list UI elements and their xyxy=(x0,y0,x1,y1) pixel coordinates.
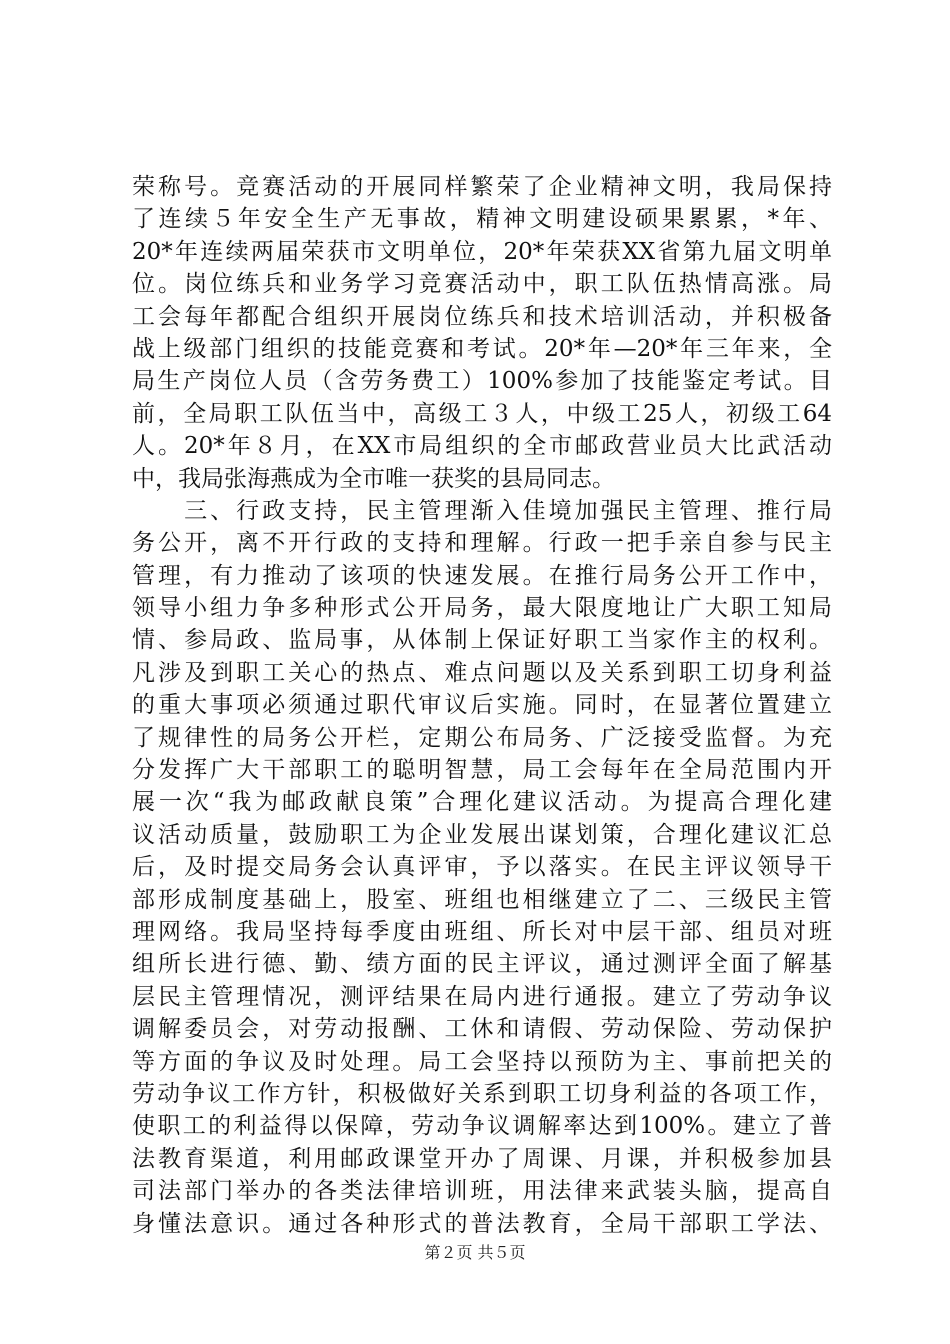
text-line: 劳动争议工作方针，积极做好关系到职工切身利益的各项工作， xyxy=(132,1080,832,1107)
text-line: 的重大事项必须通过职代审议后实施。同时，在显著位置建立 xyxy=(132,692,832,719)
text-line: 工会每年都配合组织开展岗位练兵和技术培训活动，并积极备 xyxy=(132,303,832,330)
text-line: 展一次“我为邮政献良策”合理化建议活动。为提高合理化建 xyxy=(132,789,832,816)
text-line: 务公开，离不开行政的支持和理解。行政一把手亲自参与民主 xyxy=(132,530,832,557)
text-line: 人。20*年８月，在XX市局组织的全市邮政营业员大比武活动 xyxy=(132,433,832,460)
text-line: 司法部门举办的各类法律培训班，用法律来武装头脑，提高自 xyxy=(132,1178,832,1205)
text-line: 20*年连续两届荣获市文明单位，20*年荣获XX省第九届文明单 xyxy=(132,238,832,265)
text-line: 法教育渠道，利用邮政课堂开办了周课、月课，并积极参加县 xyxy=(132,1145,832,1172)
text-line: 位。岗位练兵和业务学习竞赛活动中，职工队伍热情高涨。局 xyxy=(132,271,832,298)
text-line: 情、参局政、监局事，从体制上保证好职工当家作主的权利。 xyxy=(132,627,832,654)
text-line: 层民主管理情况，测评结果在局内进行通报。建立了劳动争议 xyxy=(132,983,832,1010)
page-footer: 第２页 共５页 xyxy=(424,1243,526,1262)
text-line: 前，全局职工队伍当中，高级工３人，中级工25人，初级工64 xyxy=(132,400,832,427)
text-line: 组所长进行德、勤、绩方面的民主评议，通过测评全面了解基 xyxy=(132,951,832,978)
body-text xyxy=(132,171,832,1240)
text-line: 荣称号。竞赛活动的开展同样繁荣了企业精神文明，我局保持 xyxy=(132,174,832,200)
text-line: 使职工的利益得以保障，劳动争议调解率达到100%。建立了普 xyxy=(132,1113,832,1140)
text-line: 领导小组力争多种形式公开局务，最大限度地让广大职工知局 xyxy=(132,595,832,622)
text-line: 等方面的争议及时处理。局工会坚持以预防为主、事前把关的 xyxy=(132,1048,832,1075)
text-line: 了规律性的局务公开栏，定期公布局务、广泛接受监督。为充 xyxy=(132,724,832,751)
text-line: 三、行政支持，民主管理渐入佳境加强民主管理、推行局 xyxy=(132,497,832,524)
text-line: 了连续５年安全生产无事故，精神文明建设硕果累累，*年、 xyxy=(132,206,832,233)
text-line: 理网络。我局坚持每季度由班组、所长对中层干部、组员对班 xyxy=(132,918,832,945)
text-line: 凡涉及到职工关心的热点、难点问题以及关系到职工切身利益 xyxy=(132,659,832,686)
text-line: 议活动质量，鼓励职工为企业发展出谋划策，合理化建议汇总 xyxy=(132,821,832,848)
text-line: 部形成制度基础上，股室、班组也相继建立了二、三级民主管 xyxy=(132,886,832,913)
text-line: 管理，有力推动了该项的快速发展。在推行局务公开工作中， xyxy=(132,562,832,589)
text-line: 中，我局张海燕成为全市唯一获奖的县局同志。 xyxy=(132,465,615,492)
text-line: 调解委员会，对劳动报酬、工休和请假、劳动保险、劳动保护 xyxy=(132,1016,832,1043)
text-line: 后，及时提交局务会认真评审，予以落实。在民主评议领导干 xyxy=(132,854,832,881)
text-line: 局生产岗位人员（含劳务费工）100%参加了技能鉴定考试。目 xyxy=(132,368,832,395)
text-line: 战上级部门组织的技能竞赛和考试。20*年—20*年三年来，全 xyxy=(132,335,832,362)
text-line: 分发挥广大干部职工的聪明智慧，局工会每年在全局范围内开 xyxy=(132,757,832,784)
text-line: 身懂法意识。通过各种形式的普法教育，全局干部职工学法、 xyxy=(132,1210,832,1237)
